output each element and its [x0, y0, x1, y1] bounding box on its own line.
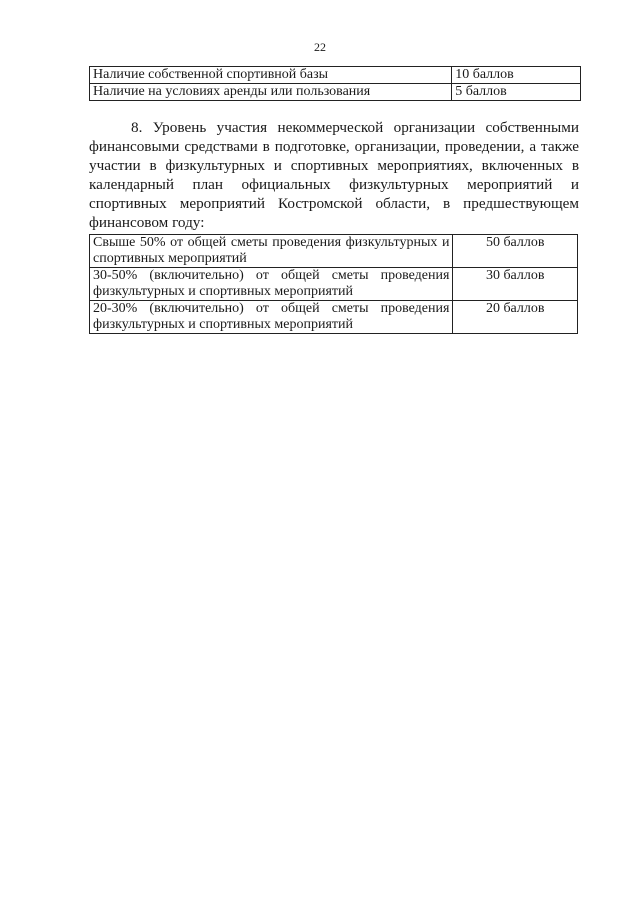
points-cell: 50 баллов	[453, 235, 578, 268]
table-row	[90, 235, 578, 268]
paragraph-8: 8. Уровень участия некоммерческой организации собственными финансовыми средствами в подготовке, организации, проведении, а также участии в физкультурных и спортивных мероприятиях, включенных в календарный план официальных физкультурных мероприятий и спортивных мероприятий Костромской области, в предшествующем финансовом году:	[89, 119, 579, 231]
points-cell: 20 баллов	[453, 301, 578, 334]
criterion-cell: Наличие на условиях аренды или пользования	[90, 84, 452, 101]
table-row	[90, 67, 581, 84]
criterion-cell: 20-30% (включительно) от общей сметы проведения физкультурных и спортивных мероприятий	[90, 301, 453, 334]
page-number: 22	[314, 40, 326, 54]
sports-base-table	[89, 66, 581, 101]
criterion-cell: Наличие собственной спортивной базы	[90, 67, 452, 84]
points-cell: 10 баллов	[452, 67, 581, 84]
funding-share-table	[89, 234, 578, 334]
criterion-cell: 30-50% (включительно) от общей сметы проведения физкультурных и спортивных мероприятий	[90, 268, 453, 301]
table-row	[90, 268, 578, 301]
criterion-cell: Свыше 50% от общей сметы проведения физкультурных и спортивных мероприятий	[90, 235, 453, 268]
points-cell: 30 баллов	[453, 268, 578, 301]
table-row	[90, 84, 581, 101]
table-row	[90, 301, 578, 334]
points-cell: 5 баллов	[452, 84, 581, 101]
